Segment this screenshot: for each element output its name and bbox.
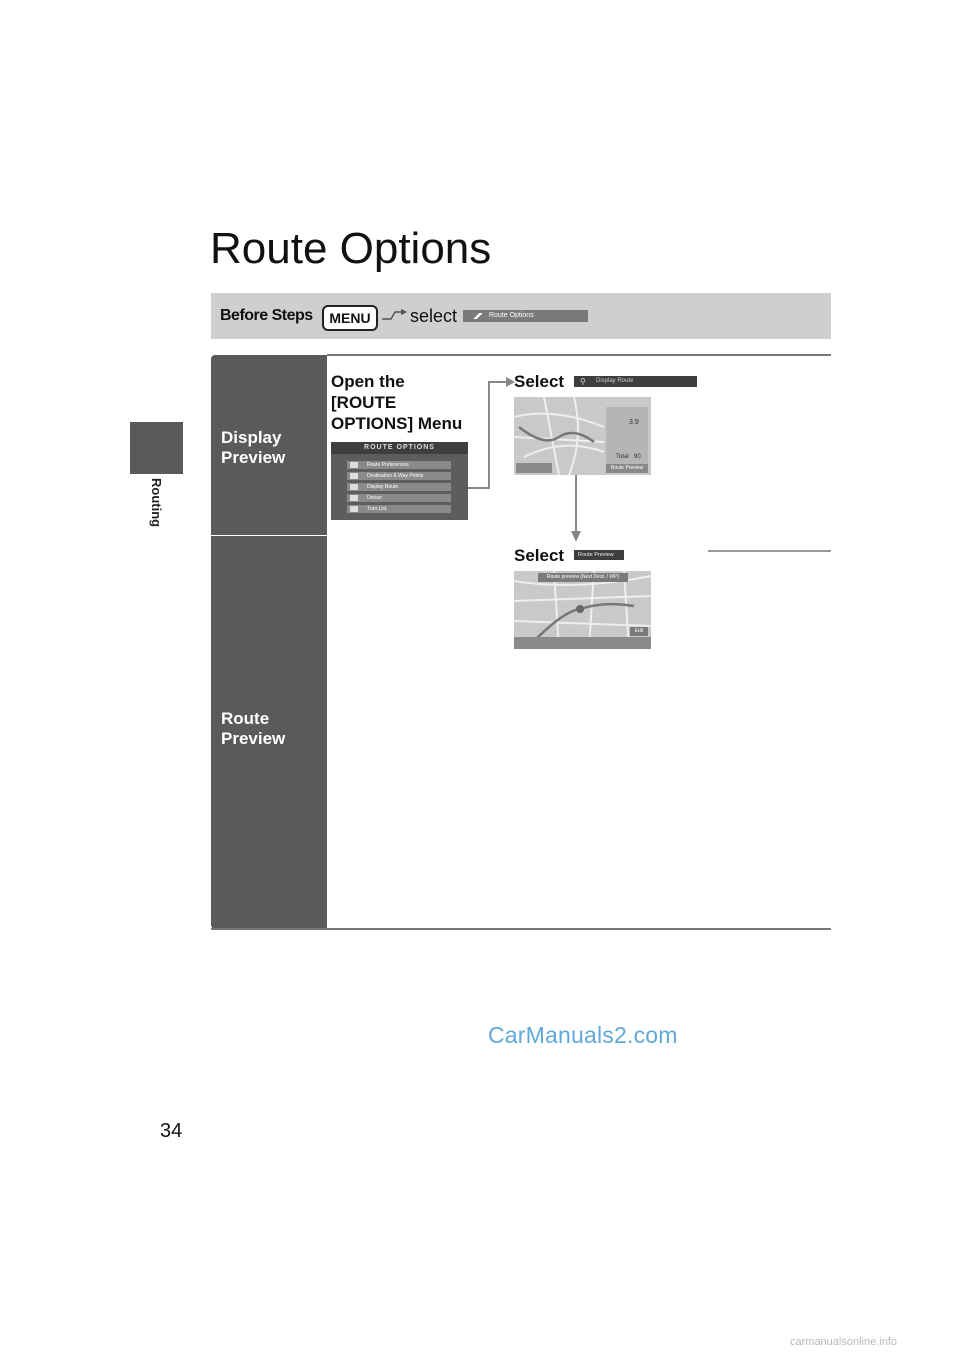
menu-item-turn-list: Turn List <box>347 505 451 513</box>
detour-icon <box>350 495 358 501</box>
section-tab-label: Routing <box>149 478 164 528</box>
step-select-route-preview-text: Select <box>514 546 565 565</box>
before-steps-label: Before Steps <box>220 307 313 324</box>
map1-route-preview-button: Route Preview <box>606 464 648 473</box>
select-word: select <box>410 306 458 326</box>
arrow-right-icon <box>381 308 407 322</box>
menu-item-destination-way-points: Destination & Way Points <box>347 472 451 480</box>
display-route-button-image: Display Route <box>574 376 697 387</box>
magnifier-icon <box>350 484 358 490</box>
route-icon <box>473 313 483 319</box>
route-preview-button-image: Route Preview <box>574 550 624 560</box>
route-preview-map <box>514 571 651 649</box>
route-options-button-label: Route Options <box>488 312 534 319</box>
list-icon <box>350 506 358 512</box>
step-open-menu-text: Open the [ROUTE OPTIONS] Menu <box>331 372 463 433</box>
row-title-display-preview: Display Preview <box>221 428 286 467</box>
row-title-route-preview: Route Preview <box>221 709 286 748</box>
route-options-button-image <box>463 310 588 322</box>
menu-item-detour: Detour <box>347 494 451 502</box>
route-icon <box>350 462 358 468</box>
magnifier-icon: ⚲ <box>580 377 586 386</box>
map2-edit-button: Edit <box>630 627 648 636</box>
watermark: CarManuals2.com <box>488 1022 678 1048</box>
route-options-screen-title: ROUTE OPTIONS <box>331 442 468 454</box>
table-rule-top <box>327 354 831 356</box>
map2-banner: Route preview (Next Dest. / WP) <box>538 573 628 582</box>
page-title: Route Options <box>210 224 492 273</box>
menu-item-display-route: Display Route <box>347 483 451 491</box>
footer-watermark: carmanualsonline.info <box>790 1336 898 1348</box>
map1-total-label: Total <box>616 454 629 460</box>
page-number: 34 <box>160 1120 183 1142</box>
flag-icon <box>350 473 358 479</box>
section-tab <box>130 422 183 474</box>
display-route-map <box>514 397 651 475</box>
map1-distance: 3.9 <box>629 419 639 426</box>
map1-total-value: 90 <box>634 454 641 460</box>
menu-key: MENU <box>322 305 378 331</box>
menu-item-route-preferences: Route Preferences <box>347 461 451 469</box>
table-rule-bottom <box>211 928 831 930</box>
map-roads-graphic <box>514 571 651 649</box>
step-select-display-route-text: Select <box>514 372 565 391</box>
table-rule-partial <box>708 550 831 552</box>
